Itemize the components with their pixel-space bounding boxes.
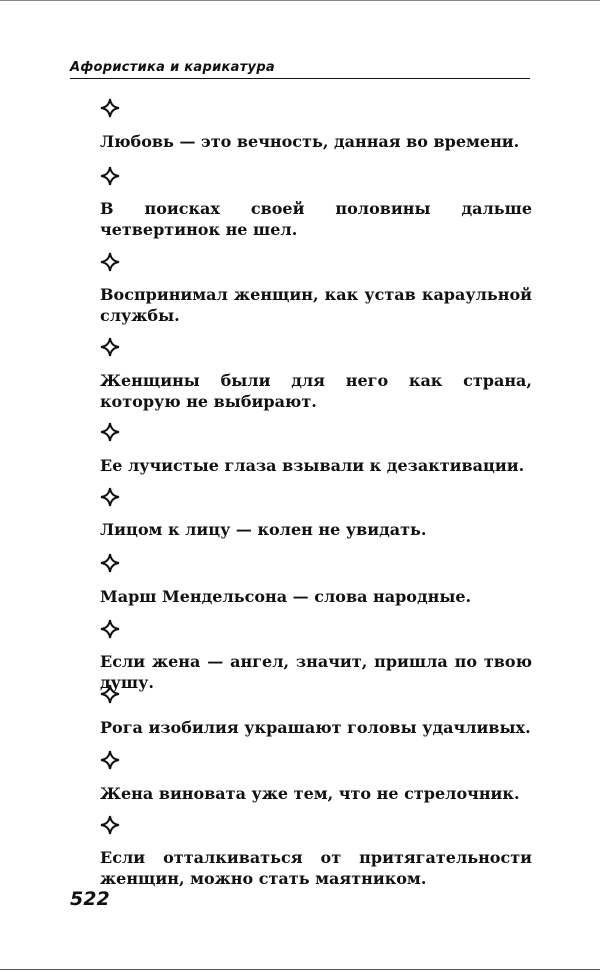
four-point-star-icon	[100, 815, 120, 835]
aphorism-text: Если жена — ангел, значит, пришла по твою душу.	[100, 652, 532, 692]
top-edge-line	[0, 0, 600, 1]
four-point-star-icon	[100, 422, 120, 442]
four-point-star-icon	[100, 98, 120, 118]
aphorism-text: Марш Мендельсона — слова народные.	[100, 587, 472, 606]
four-point-star-icon	[100, 487, 120, 507]
bottom-edge-line	[0, 969, 600, 970]
aphorism-text: Если отталкиваться от притягательности женщин, можно стать маятником.	[100, 848, 532, 888]
page-number: 522	[70, 888, 110, 910]
four-point-star-icon	[100, 166, 120, 186]
aphorism-text: Любовь — это вечность, данная во времени.	[100, 132, 520, 151]
four-point-star-icon	[100, 252, 120, 272]
aphorism-text: Рога изобилия украшают головы удачливых.	[100, 718, 531, 737]
four-point-star-icon	[100, 337, 120, 357]
four-point-star-icon	[100, 553, 120, 573]
aphorism-text: Лицом к лицу — колен не увидать.	[100, 520, 427, 539]
aphorism-text: Жена виновата уже тем, что не стрелочник.	[100, 784, 520, 803]
aphorism-text: Ее лучистые глаза взывали к дезактивации.	[100, 456, 525, 475]
four-point-star-icon	[100, 684, 120, 704]
four-point-star-icon	[100, 750, 120, 770]
aphorism-text: В поисках своей половины дальше четвертинок не шел.	[100, 199, 532, 239]
four-point-star-icon	[100, 619, 120, 639]
aphorism-text: Воспринимал женщин, как устав караульной службы.	[100, 285, 532, 325]
running-head: Афористика и карикатура	[70, 60, 530, 79]
aphorism-text: Женщины были для него как страна, которую не выбирают.	[100, 371, 532, 411]
